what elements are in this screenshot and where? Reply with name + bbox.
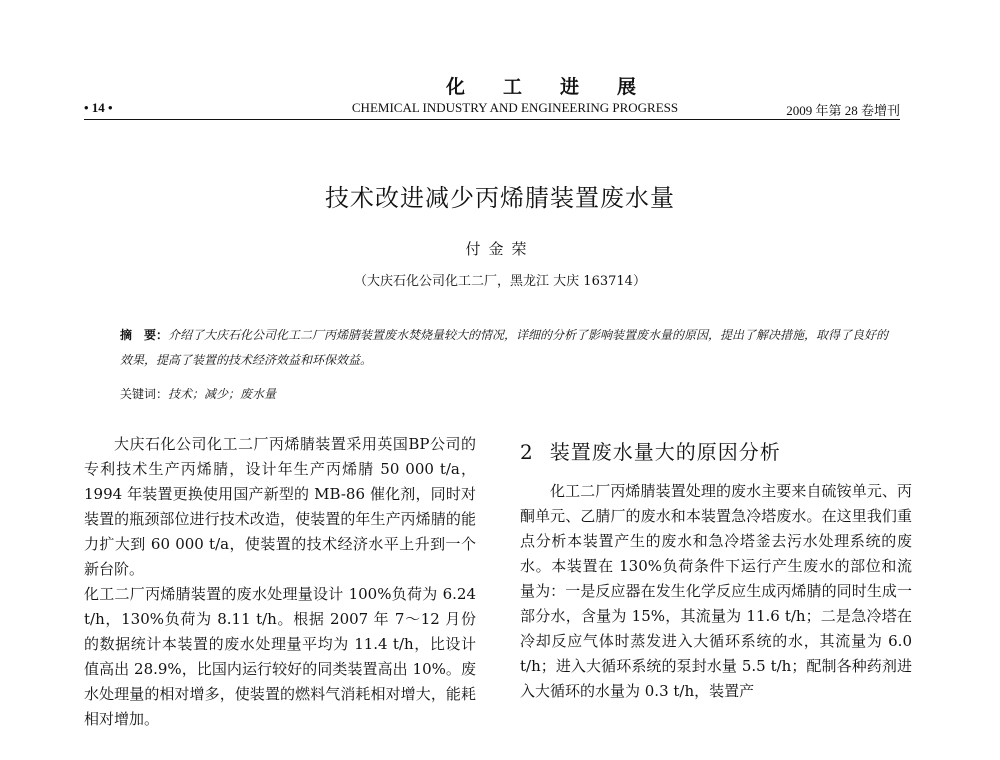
section-number: 2 bbox=[520, 440, 534, 464]
section-heading bbox=[520, 440, 912, 465]
body-column-right bbox=[520, 440, 912, 704]
keywords-text: 技术；减少；废水量 bbox=[168, 387, 277, 401]
abstract-label: 摘 要： bbox=[120, 328, 169, 342]
journal-title-cn: 化工进展 bbox=[445, 76, 674, 98]
journal-title-en: CHEMICAL INDUSTRY AND ENGINEERING PROGRESS bbox=[351, 100, 679, 115]
header-divider bbox=[84, 119, 900, 120]
body-paragraph: 化工二厂丙烯腈装置的废水处理量设计 100%负荷为 6.24 t/h，130%负荷为 8.11 t/h。根据 2007 年 7～12 月份的数据统计本装置的废水处理量平均为 11.4 t/h，比设计值高出 28.9%，比国内运行较好的同类装置高出 10%。废水处理量的相对增多，使装置的燃料气消耗相对增大，能耗相对增加。 bbox=[84, 585, 476, 728]
abstract-text: 介绍了大庆石化公司化工二厂丙烯腈装置废水焚烧量较大的情况，详细的分析了影响装置废水量的原因，提出了解决措施，取得了良好的效果，提高了装置的技术经济效益和环保效益。 bbox=[120, 328, 889, 367]
author-name: 付金荣 bbox=[465, 240, 535, 258]
body-paragraph: 大庆石化公司化工二厂丙烯腈装置采用英国BP公司的专利技术生产丙烯腈，设计年生产丙烯腈 50 000 t/a，1994 年装置更换使用国产新型的 MB-86 催化剂，同时对装置的瓶颈部位进行技术改造，使装置的年生产丙烯腈的能力扩大到 60 000 t/a，使装置的技术经济水平上升到一个新台阶。 bbox=[84, 435, 476, 578]
issue-info: 2009 年第 28 卷增刊 bbox=[786, 103, 900, 118]
section-title: 装置废水量大的原因分析 bbox=[549, 440, 781, 464]
abstract bbox=[120, 323, 890, 373]
keywords-label: 关键词： bbox=[120, 387, 169, 401]
page-number: • 14 • bbox=[84, 100, 113, 115]
body-paragraph: 化工二厂丙烯腈装置处理的废水主要来自硫铵单元、丙酮单元、乙腈厂的废水和本装置急冷塔废水。在这里我们重点分析本装置产生的废水和急冷塔釜去污水处理系统的废水。本装置在 130%负荷条件下运行产生废水的部位和流量为：一是反应器在发生化学反应生成丙烯腈的同时生成一部分水，含量为 15%，其流量为 11.6 t/h；二是急冷塔在冷却反应气体时蒸发进入大循环系统的水，其流量为 6.0 t/h；进入大循环系统的泵封水量 5.5 t/h；配制各种药剂进入大循环的水量为 0.3 t/h，装置产 bbox=[520, 482, 912, 700]
body-column-left bbox=[84, 432, 476, 732]
keywords bbox=[120, 385, 890, 402]
author-affiliation: （大庆石化公司化工二厂，黑龙江 大庆 163714） bbox=[354, 274, 646, 289]
article-title: 技术改进减少丙烯腈装置废水量 bbox=[325, 184, 675, 212]
